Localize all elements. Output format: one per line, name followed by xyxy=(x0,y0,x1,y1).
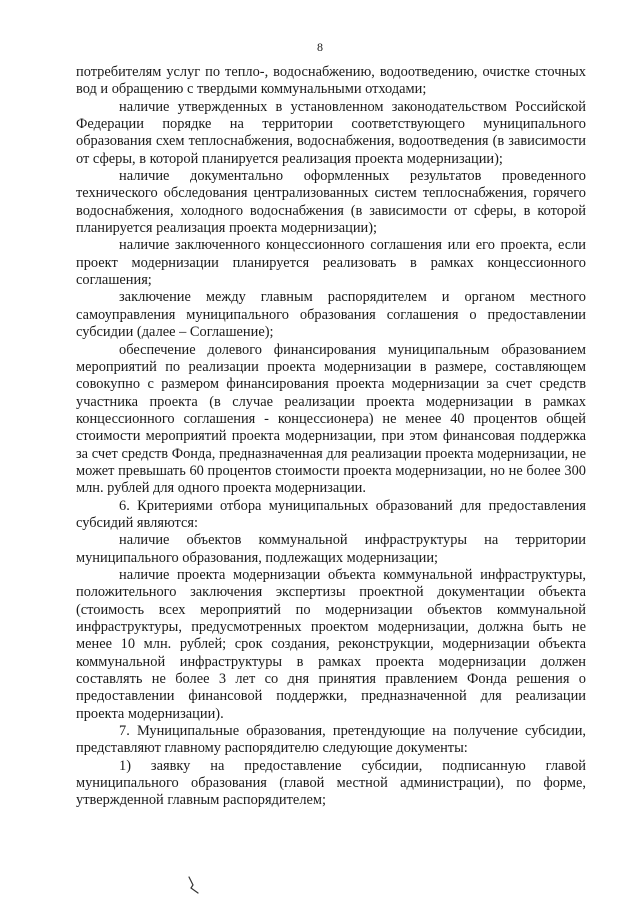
paragraph-consumers: потребителям услуг по тепло-, водоснабжению, водоотведению, очистке сточных вод и обращению с твердыми коммунальными отходами; xyxy=(76,64,586,98)
paragraph-project: наличие проекта модернизации объекта коммунальной инфраструктуры, положительного заключения экспертизы проектной документации объекта (стоимость всех мероприятий по модернизации объектов коммунальной инфраструктуры, предусмотренных проектом модернизации, должна быть не менее 10 млн. рублей; срок создания, реконструкции, модернизации объекта коммунальной инфраструктуры в рамках проекта модернизации должен составлять не более 3 лет со дня принятия правлением Фонда решения о предоставлении финансовой поддержки, предназначенной для реализации проекта модернизации). xyxy=(76,566,586,722)
paragraph-technical-survey: наличие документально оформленных результатов проведенного технического обследования централизованных систем теплоснабжения, горячего водоснабжения, холодного водоснабжения (в зависимости от сферы, в которой планируется реализация проекта модернизации); xyxy=(76,168,586,237)
paragraph-agreement: заключение между главным распорядителем и органом местного самоуправления муниципального образования соглашения о предоставлении субсидии (далее – Соглашение); xyxy=(76,289,586,341)
paragraph-approved-schemes: наличие утвержденных в установленном законодательством Российской Федерации порядке на территории соответствующего муниципального образования схем теплоснабжения, водоснабжения, водоотведения (в зависимости от сферы, в которой планируется реализация проекта модернизации); xyxy=(76,98,586,167)
paragraph-cofinancing: обеспечение долевого финансирования муниципальным образованием мероприятий по реализации проекта модернизации в размере, составляющем совокупно с размером финансирования проекта модернизации за счет средств участника проекта (в случае реализации проекта модернизации в рамках концессионного соглашения - концессионера) не менее 40 процентов общей стоимости мероприятий проекта модернизации, при этом финансовая поддержка за счет средств Фонда, предназначенная для реализации проекта модернизации, не может превышать 60 процентов стоимости проекта модернизации, но не более 300 млн. рублей для одного проекта модернизации. xyxy=(76,341,586,497)
paragraph-documents: 7. Муниципальные образования, претендующие на получение субсидии, представляют главному распорядителю следующие документы: xyxy=(76,723,586,757)
pen-mark xyxy=(186,874,204,896)
page-number: 8 xyxy=(317,40,323,54)
paragraph-application: 1) заявку на предоставление субсидии, подписанную главой муниципального образования (главой местной администрации), по форме, утвержденной главным распорядителем; xyxy=(76,757,586,809)
paragraph-objects: наличие объектов коммунальной инфраструктуры на территории муниципального образования, подлежащих модернизации; xyxy=(76,532,586,566)
paragraph-criteria: 6. Критериями отбора муниципальных образований для предоставления субсидий являются: xyxy=(76,497,586,531)
document-body xyxy=(76,64,586,810)
paragraph-concession: наличие заключенного концессионного соглашения или его проекта, если проект модернизации планируется реализовать в рамках концессионного соглашения; xyxy=(76,237,586,289)
